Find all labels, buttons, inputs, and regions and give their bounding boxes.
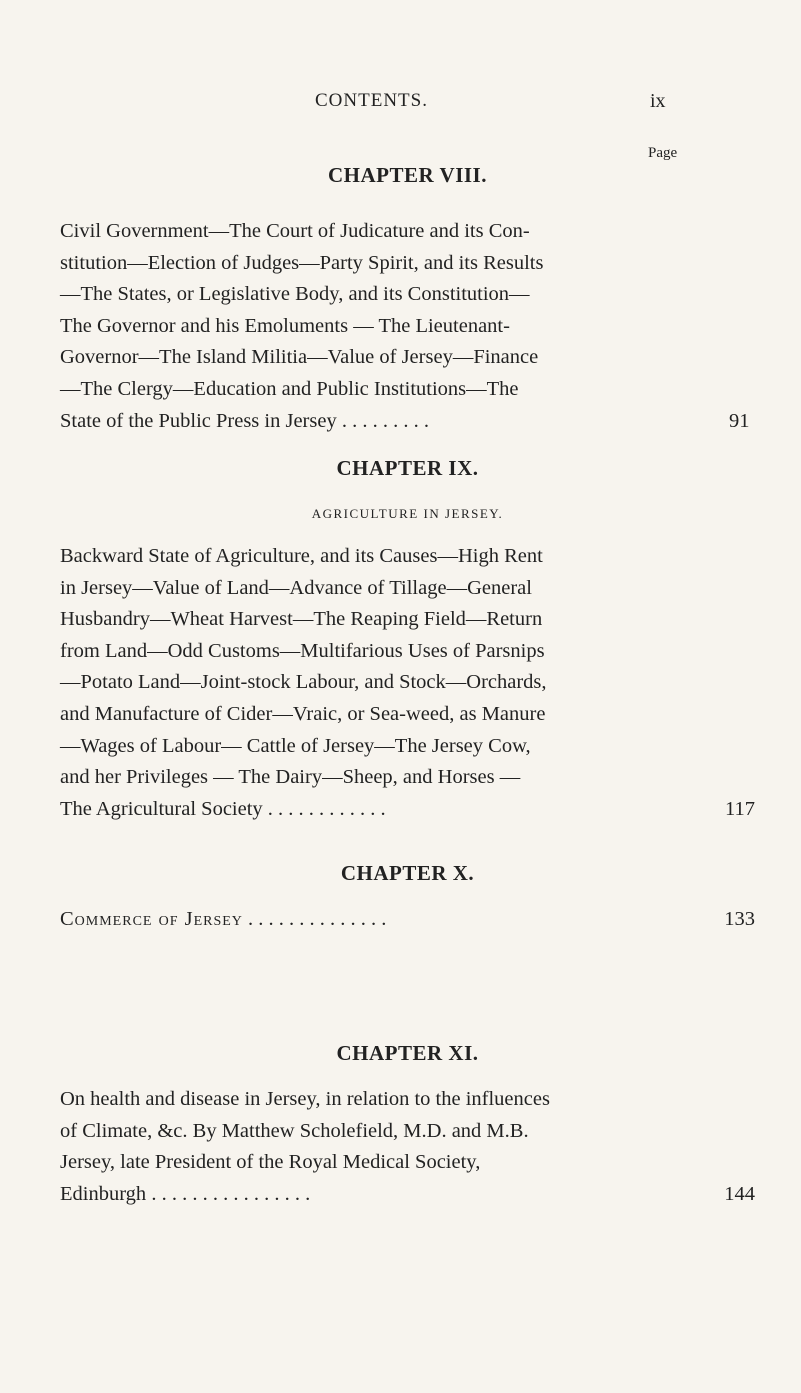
entry-last-line: State of the Public Press in Jersey . . . . . . . . . 91 — [60, 409, 750, 432]
entry-line: stitution—Election of Judges—Party Spirit, and its Results — [60, 251, 544, 274]
entry-line: —The Clergy—Education and Public Institutions—The — [60, 377, 519, 400]
chapter-title: CHAPTER X. — [340, 861, 475, 885]
entry-line: from Land—Odd Customs—Multifarious Uses of Parsnips — [60, 639, 545, 662]
chapter-entry — [60, 216, 755, 437]
entry-text: The Agricultural Society — [60, 797, 263, 820]
chapter-10 — [60, 858, 755, 936]
entry-line: On health and disease in Jersey, in relation to the influences — [60, 1088, 550, 1110]
entry-text: State of the Public Press in Jersey — [60, 409, 337, 432]
entry-line: in Jersey—Value of Land—Advance of Tillage—General — [60, 576, 532, 599]
chapter-9 — [60, 453, 755, 825]
chapter-entry — [60, 541, 755, 825]
entry-line: of Climate, &c. By Matthew Scholefield, M.D. and M.B. — [60, 1119, 529, 1142]
dot-leader: . . . . . . . . . — [341, 409, 429, 432]
entry-last-line — [60, 904, 755, 936]
dot-leader: . . . . . . . . . . . . . . . . — [151, 1182, 311, 1205]
entry-line: and Manufacture of Cider—Vraic, or Sea-weed, as Manure — [60, 702, 546, 725]
entry-page-number: 144 — [724, 1182, 755, 1205]
page-number: ix — [650, 90, 666, 112]
running-title: CONTENTS. — [315, 90, 428, 111]
chapter-entry — [60, 904, 755, 936]
dot-leader: . . . . . . . . . . . . . . — [248, 908, 387, 930]
entry-last-line — [60, 1179, 755, 1211]
entry-text: Commerce of Jersey — [60, 908, 243, 930]
entry-line: and her Privileges — The Dairy—Sheep, and Horses — — [60, 766, 521, 789]
entry-line: Backward State of Agriculture, and its Causes—High Rent — [60, 545, 543, 567]
entry-line: Husbandry—Wheat Harvest—The Reaping Field—Return — [60, 608, 543, 631]
chapter-entry — [60, 1084, 755, 1210]
page-column-label: Page — [648, 145, 678, 161]
entry-line: The Governor and his Emoluments — The Lieutenant- — [60, 314, 510, 337]
entry-page-number: 117 — [725, 797, 755, 820]
entry-line: —Wages of Labour— Cattle of Jersey—The Jersey Cow, — [60, 734, 531, 757]
entry-page-number: 133 — [724, 908, 755, 930]
running-head — [0, 90, 801, 120]
entry-line: Governor—The Island Militia—Value of Jersey—Finance — [60, 346, 539, 369]
chapter-title: CHAPTER XI. — [336, 1041, 479, 1065]
chapter-11 — [60, 1038, 755, 1210]
entry-line: Civil Government—The Court of Judicature and its Con- — [60, 220, 530, 242]
chapter-subtitle: AGRICULTURE IN JERSEY. — [311, 506, 504, 521]
entry-line: Jersey, late President of the Royal Medical Society, — [60, 1151, 481, 1174]
chapter-title: CHAPTER IX. — [336, 456, 479, 480]
dot-leader: . . . . . . . . . . . . — [267, 797, 386, 820]
entry-last-line — [60, 794, 755, 826]
entry-line: —The States, or Legislative Body, and its Constitution— — [60, 283, 530, 306]
entry-line: —Potato Land—Joint-stock Labour, and Stock—Orchards, — [60, 671, 547, 694]
chapter-title: CHAPTER VIII. — [328, 163, 487, 187]
chapter-8 — [60, 160, 755, 437]
entry-text: Edinburgh — [60, 1182, 147, 1205]
